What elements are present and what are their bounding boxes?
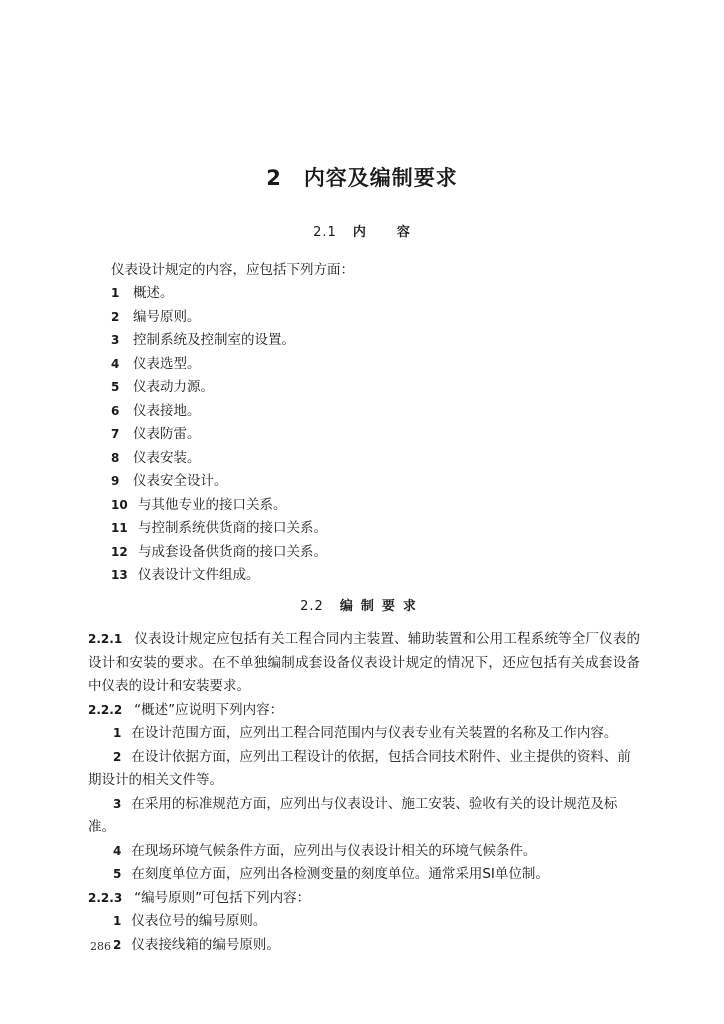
item-number: 1 — [113, 726, 122, 740]
clause-item — [88, 910, 640, 934]
clause-number: 2.2.1 — [88, 632, 123, 646]
item-number: 11 — [111, 521, 128, 535]
item-number: 4 — [111, 356, 120, 371]
item-number: 2 — [113, 749, 122, 764]
section-title-part2: 容 — [396, 225, 411, 240]
clause-2-2-2 — [88, 699, 640, 723]
item-text: 仪表动力源。 — [133, 379, 214, 395]
item-text: 编号原则。 — [133, 308, 201, 325]
item-number: 9 — [111, 474, 120, 488]
clause-item — [88, 840, 640, 864]
list-item — [111, 470, 327, 494]
item-number: 1 — [113, 914, 122, 928]
list-item — [111, 517, 327, 541]
item-number: 1 — [111, 286, 120, 300]
clause-number: 2.2.2 — [88, 702, 123, 717]
list-item — [111, 353, 327, 377]
list-item — [111, 541, 327, 565]
item-number: 3 — [113, 796, 122, 811]
item-number: 5 — [111, 380, 120, 394]
list-item — [111, 329, 327, 353]
list-item — [111, 306, 327, 330]
list-item — [111, 423, 327, 447]
section-number: 2.1 — [313, 225, 337, 240]
section-heading: 编制要求 — [339, 599, 424, 614]
clause-text: “概述”应说明下列内容： — [134, 701, 284, 718]
item-number: 2 — [111, 309, 120, 324]
item-text: 仪表安装。 — [133, 449, 201, 466]
item-text: 在设计依据方面，应列出工程设计的依据，包括合同技术附件、业主提供的资料、前期设计的相关文件等。 — [88, 748, 631, 788]
item-number: 8 — [111, 450, 120, 465]
item-text: 在设计范围方面，应列出工程合同范围内与仪表专业有关装置的名称及工作内容。 — [131, 725, 618, 741]
list-item — [111, 400, 327, 424]
section-2-1-intro: 仪表设计规定的内容，应包括下列方面： — [111, 262, 354, 278]
list-item — [111, 447, 327, 471]
clause-item — [88, 746, 640, 793]
clause-text: “编号原则”可包括下列内容： — [134, 889, 311, 906]
item-number: 2 — [113, 937, 122, 952]
item-text: 概述。 — [133, 285, 174, 301]
clause-item — [88, 934, 640, 958]
item-text: 仪表位号的编号原则。 — [131, 913, 267, 929]
item-text: 仪表接线箱的编号原则。 — [131, 936, 280, 953]
item-text: 在采用的标准规范方面，应列出与仪表设计、施工安装、验收有关的设计规范及标准。 — [88, 795, 618, 835]
item-text: 与成套设备供货商的接口关系。 — [138, 543, 327, 560]
item-text: 仪表设计文件组成。 — [138, 567, 260, 583]
clause-number: 2.2.3 — [88, 890, 123, 905]
item-text: 控制系统及控制室的设置。 — [133, 332, 295, 348]
item-text: 仪表接地。 — [133, 402, 201, 419]
item-number: 3 — [111, 333, 120, 347]
item-number: 7 — [111, 427, 120, 441]
item-text: 与其他专业的接口关系。 — [138, 496, 287, 513]
clause-text: 仪表设计规定应包括有关工程合同内主装置、辅助装置和公用工程系统等全厂仪表的设计和安装的要求。在不单独编制成套设备仪表设计规定的情况下，还应包括有关成套设备中仪表的设计和安装要求。 — [88, 631, 640, 694]
item-text: 在现场环境气候条件方面，应列出与仪表设计相关的环境气候条件。 — [131, 842, 537, 859]
item-text: 仪表选型。 — [133, 355, 201, 372]
clause-item — [88, 863, 640, 887]
list-item — [111, 564, 327, 588]
item-text: 与控制系统供货商的接口关系。 — [138, 520, 327, 536]
chapter-title — [0, 162, 724, 192]
content-list — [111, 282, 327, 588]
clause-2-2-1 — [88, 628, 640, 699]
section-2-2-body — [88, 628, 640, 957]
list-item — [111, 376, 327, 400]
list-item — [111, 494, 327, 518]
item-number: 6 — [111, 403, 120, 418]
clause-item — [88, 793, 640, 840]
item-number: 4 — [113, 843, 122, 858]
clause-item — [88, 722, 640, 746]
section-2-1-title — [0, 221, 724, 240]
item-number: 10 — [111, 497, 128, 512]
clause-2-2-3 — [88, 887, 640, 911]
chapter-number: 2 — [266, 166, 282, 190]
section-number: 2.2 — [300, 599, 324, 614]
item-number: 13 — [111, 568, 128, 582]
item-number: 12 — [111, 544, 128, 559]
page-number: 286 — [90, 940, 111, 953]
item-text: 仪表防雷。 — [133, 426, 201, 442]
section-2-2-title — [0, 595, 724, 614]
list-item — [111, 282, 327, 306]
item-text: 在刻度单位方面，应列出各检测变量的刻度单位。通常采用SI单位制。 — [131, 866, 549, 882]
item-text: 仪表安全设计。 — [133, 473, 228, 489]
section-title-part1: 内 — [352, 225, 367, 240]
item-number: 5 — [113, 867, 122, 881]
chapter-heading: 内容及编制要求 — [303, 166, 458, 190]
